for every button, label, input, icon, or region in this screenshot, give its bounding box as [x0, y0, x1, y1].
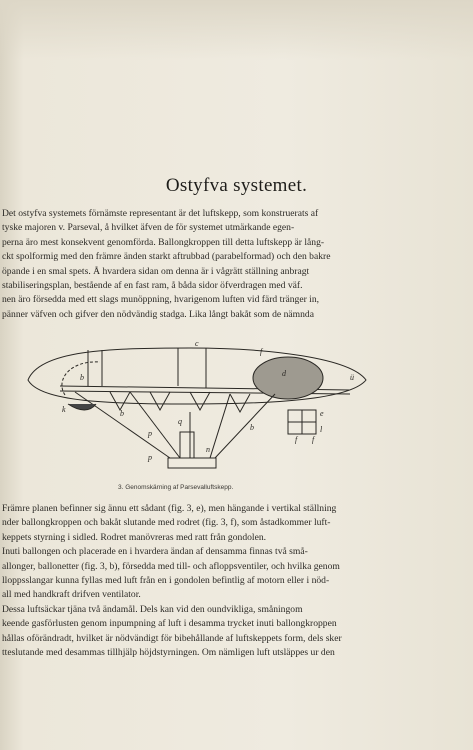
ballonet-rear [253, 357, 323, 399]
page-shadow [0, 0, 473, 60]
text-line: tyske majoren v. Parseval, å hvilket äfven de för systemet utmärkande egen- [2, 222, 295, 234]
page-title: Ostyfva systemet. [165, 175, 308, 196]
label-b: b [80, 373, 84, 382]
text-line: nder ballongkroppen och bakåt slutande med rodret (fig. 3, f), som åstadkommer luft- [2, 517, 331, 529]
text-line: Dessa luftsäckar tjäna två ändamål. Dels kan vid den oundvikliga, småningom [2, 603, 303, 615]
label-q: q [178, 417, 182, 426]
label-d: d [282, 369, 286, 378]
label-k: k [62, 405, 66, 414]
label-c: c [195, 340, 199, 348]
label-l: l [320, 425, 323, 434]
text-line: öpande i en smal spets. Å hvardera sidan om denna är i vågrätt ställning anbragt [2, 265, 310, 277]
text-line: hållas oförändradt, hvilket är nödvändigt för bibehållande af luftskeppets form, dels sker [2, 632, 342, 644]
paragraph-2 [2, 502, 342, 660]
text-line: nen äro försedda med ett slags munöppning, hvarigenom luften vid färd tränger in, [2, 294, 320, 306]
text-line: stabiliseringsplan, bestående af en fast ram, å båda sidor öfverdragen med väf. [2, 279, 303, 291]
gondola [168, 458, 216, 468]
label-f2: f [295, 435, 298, 444]
label-p: p [148, 429, 152, 438]
text-line: perna äro mest konsekvent genomförda. Ballongkroppen till detta luftskepp är lång- [2, 236, 325, 248]
label-n: n [206, 445, 210, 454]
text-line: keppets styrning i sidled. Rodret manövreras med ratt från gondolen. [2, 531, 267, 543]
text-line: allonger, ballonetter (fig. 3, b), försedda med till- och afloppsventiler, och hvilka genom [2, 560, 340, 572]
label-f3: f [312, 435, 315, 444]
text-line: Inuti ballongen och placerade en i hvardera ändan af densamma finnas två små- [2, 546, 308, 558]
label-u: ü [350, 373, 354, 382]
label-e: e [320, 409, 324, 418]
text-line: keende gasförlusten genom inpumpning af luft i desamma trycket inuti ballongkroppen [2, 618, 337, 630]
text-line: all med handkraft drifven ventilator. [2, 589, 141, 601]
text-line: ckt spolformig med den främre änden starkt aftrubbad (parabelformad) och den bakre [2, 251, 331, 263]
label-b2: b [250, 423, 254, 432]
text-line: pänner väfven och gifver den nödvändig stadga. Lika långt bakåt som de nämnda [2, 308, 314, 320]
text-line: Det ostyfva systemets förnämste representant är det luftskepp, som konstruerats af [2, 208, 319, 219]
paragraph-1 [2, 207, 330, 322]
text-line: Främre planen befinner sig ännu ett sådant (fig. 3, e), men hängande i vertikal ställning [2, 503, 337, 514]
figure-caption: 3. Genomskärning af Parsevalluftskepp. [118, 484, 234, 491]
text-line: lloppsslangar kunna fyllas med luft från en i gondolen befintlig af motorn eller i nöd- [2, 574, 330, 586]
label-f: f [260, 347, 263, 356]
airship-diagram [20, 340, 370, 490]
label-b3: b [120, 409, 124, 418]
label-p2: p [148, 453, 152, 462]
text-line: tteslutande med desammas tillhjälp höjdstyrningen. Om nämligen luft utsläppes ur den [2, 646, 335, 658]
